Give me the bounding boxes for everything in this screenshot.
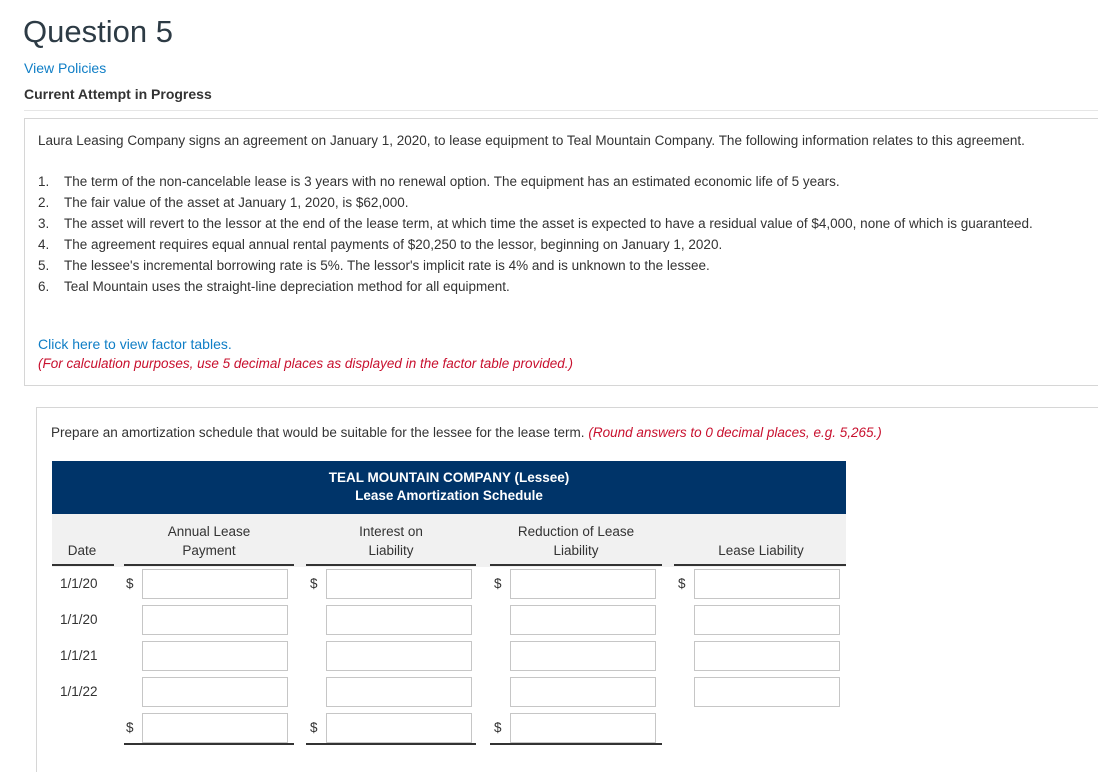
header-underline bbox=[52, 564, 114, 566]
interest-input[interactable] bbox=[326, 569, 472, 599]
total-underline bbox=[124, 743, 294, 745]
total-reduction-input[interactable] bbox=[510, 713, 656, 743]
currency-sign: $ bbox=[494, 720, 502, 735]
list-item: 3. The asset will revert to the lessor at the end of the lease term, at which time the asset is expected to have a residual value of $4,000, none of which is guaranteed. bbox=[38, 216, 1033, 231]
task-prompt: Prepare an amortization schedule that would be suitable for the lessee for the lease term. (Round answers to 0 decimal places, e.g. 5,265.) bbox=[51, 425, 882, 440]
rounding-note: (Round answers to 0 decimal places, e.g. 5,265.) bbox=[588, 425, 882, 440]
calculation-note: (For calculation purposes, use 5 decimal places as displayed in the factor table provided.) bbox=[38, 356, 574, 371]
liability-input[interactable] bbox=[694, 641, 840, 671]
payment-input[interactable] bbox=[142, 605, 288, 635]
payment-input[interactable] bbox=[142, 569, 288, 599]
total-underline bbox=[306, 743, 476, 745]
reduction-input[interactable] bbox=[510, 641, 656, 671]
header-underline bbox=[306, 564, 476, 566]
currency-sign: $ bbox=[126, 720, 134, 735]
reduction-input[interactable] bbox=[510, 677, 656, 707]
currency-sign: $ bbox=[126, 576, 134, 591]
col-payment: Annual Lease Payment bbox=[167, 524, 251, 558]
currency-sign: $ bbox=[310, 720, 318, 735]
header-underline bbox=[490, 564, 662, 566]
currency-sign: $ bbox=[678, 576, 686, 591]
currency-sign: $ bbox=[494, 576, 502, 591]
list-item: 1. The term of the non-cancelable lease is 3 years with no renewal option. The equipment has an estimated economic life of 5 years. bbox=[38, 174, 840, 189]
attempt-status: Current Attempt in Progress bbox=[24, 86, 212, 102]
col-reduction: Reduction of Lease Liability bbox=[517, 524, 635, 558]
interest-input[interactable] bbox=[326, 641, 472, 671]
liability-input[interactable] bbox=[694, 569, 840, 599]
list-item: 2. The fair value of the asset at January 1, 2020, is $62,000. bbox=[38, 195, 409, 210]
row-date: 1/1/22 bbox=[60, 684, 98, 699]
reduction-input[interactable] bbox=[510, 605, 656, 635]
payment-input[interactable] bbox=[142, 677, 288, 707]
problem-intro: Laura Leasing Company signs an agreement on January 1, 2020, to lease equipment to Teal Mountain Company. The following information relates to this agreement. bbox=[38, 133, 1025, 148]
payment-input[interactable] bbox=[142, 641, 288, 671]
divider bbox=[24, 110, 1098, 111]
row-date: 1/1/21 bbox=[60, 648, 98, 663]
header-underline bbox=[124, 564, 294, 566]
reduction-input[interactable] bbox=[510, 569, 656, 599]
interest-input[interactable] bbox=[326, 677, 472, 707]
currency-sign: $ bbox=[310, 576, 318, 591]
total-payment-input[interactable] bbox=[142, 713, 288, 743]
liability-input[interactable] bbox=[694, 605, 840, 635]
liability-input[interactable] bbox=[694, 677, 840, 707]
page-title: Question 5 bbox=[23, 14, 173, 49]
company-name: TEAL MOUNTAIN COMPANY (Lessee) bbox=[328, 470, 570, 485]
col-date: Date bbox=[67, 543, 97, 558]
interest-input[interactable] bbox=[326, 605, 472, 635]
header-underline bbox=[674, 564, 846, 566]
view-policies-link[interactable]: View Policies bbox=[24, 60, 107, 76]
list-item: 4. The agreement requires equal annual rental payments of $20,250 to the lessor, beginning on January 1, 2020. bbox=[38, 237, 723, 252]
col-liability: Lease Liability bbox=[718, 543, 804, 558]
total-underline bbox=[490, 743, 662, 745]
row-date: 1/1/20 bbox=[60, 612, 98, 627]
list-item: 5. The lessee's incremental borrowing rate is 5%. The lessor's implicit rate is 4% and is unknown to the lessee. bbox=[38, 258, 710, 273]
row-date: 1/1/20 bbox=[60, 576, 98, 591]
schedule-header bbox=[52, 461, 846, 514]
list-item: 6. Teal Mountain uses the straight-line depreciation method for all equipment. bbox=[38, 279, 510, 294]
problem-list bbox=[38, 171, 1033, 297]
col-interest: Interest on Liability bbox=[359, 524, 423, 558]
total-interest-input[interactable] bbox=[326, 713, 472, 743]
schedule-title: Lease Amortization Schedule bbox=[355, 488, 543, 503]
factor-tables-link[interactable]: Click here to view factor tables. bbox=[38, 336, 232, 352]
